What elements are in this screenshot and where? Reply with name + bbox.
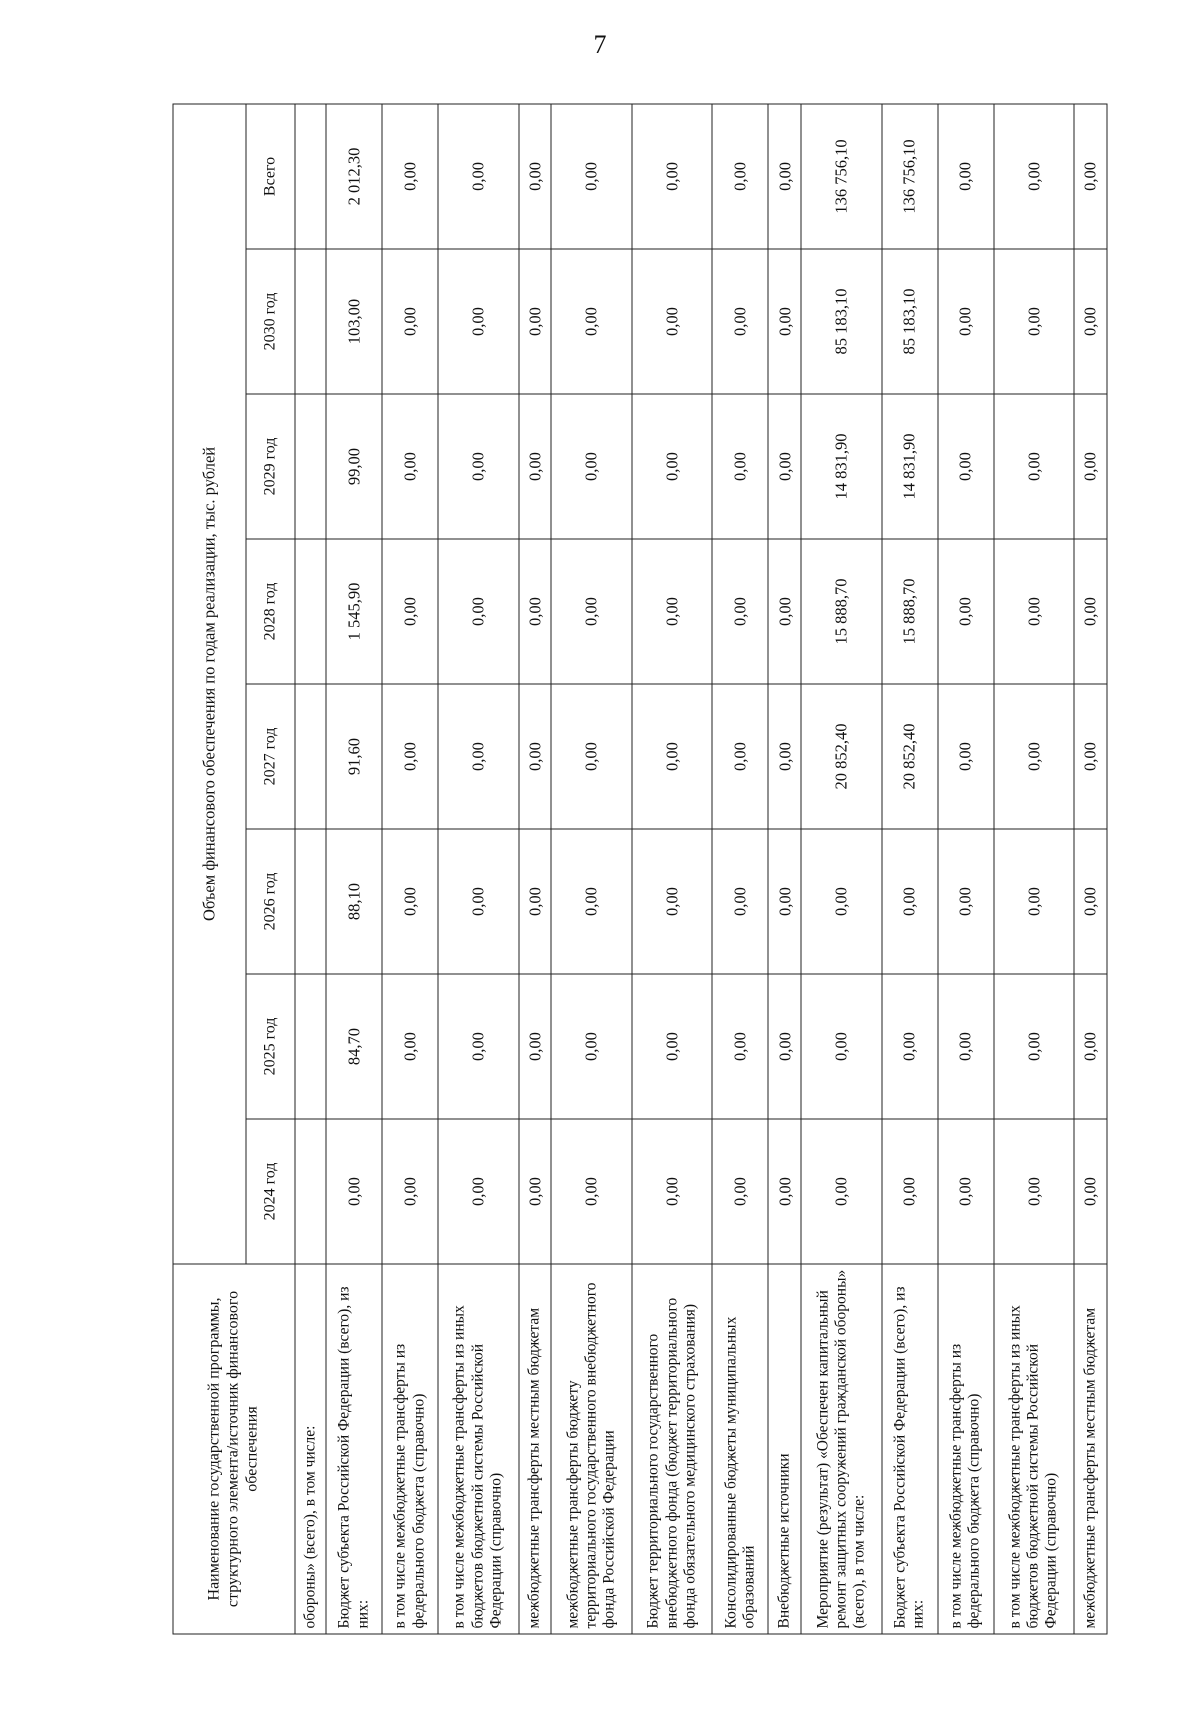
- value-cell: 0,00: [712, 829, 768, 974]
- value-cell: 0,00: [326, 1119, 382, 1264]
- value-cell: 88,10: [326, 829, 382, 974]
- value-cell: 0,00: [768, 684, 801, 829]
- value-cell: 0,00: [938, 974, 994, 1119]
- value-cell: 14 831,90: [801, 394, 881, 539]
- value-cell: 84,70: [326, 974, 382, 1119]
- value-cell: 0,00: [438, 249, 518, 394]
- value-cell: 0,00: [382, 1119, 438, 1264]
- table-row: [768, 104, 801, 1634]
- value-cell: 0,00: [938, 249, 994, 394]
- value-cell: 0,00: [382, 974, 438, 1119]
- value-cell: 0,00: [382, 829, 438, 974]
- value-cell: 85 183,10: [882, 249, 938, 394]
- value-cell: 0,00: [519, 684, 552, 829]
- value-cell: [295, 539, 326, 684]
- rotated-table-sheet: [173, 105, 1108, 1635]
- value-cell: [295, 829, 326, 974]
- row-label: в том числе межбюджетные трансферты из федерального бюджета (справочно): [938, 1264, 994, 1634]
- row-label: межбюджетные трансферты бюджету территориального государственного внебюджетного фонда Российской Федерации: [551, 1264, 631, 1634]
- value-cell: 0,00: [994, 1119, 1074, 1264]
- total-cell: [295, 104, 326, 249]
- table-row: [326, 104, 382, 1634]
- total-header: Всего: [246, 104, 295, 249]
- value-cell: 0,00: [994, 539, 1074, 684]
- row-label: межбюджетные трансферты местным бюджетам: [519, 1264, 552, 1634]
- year-header-2026: 2026 год: [246, 829, 295, 974]
- value-cell: 0,00: [768, 1119, 801, 1264]
- value-cell: 0,00: [994, 684, 1074, 829]
- table-row: [519, 104, 552, 1634]
- total-cell: 0,00: [632, 104, 712, 249]
- value-cell: 0,00: [438, 829, 518, 974]
- total-cell: 0,00: [519, 104, 552, 249]
- value-cell: 0,00: [632, 1119, 712, 1264]
- total-cell: 0,00: [994, 104, 1074, 249]
- total-cell: 136 756,10: [801, 104, 881, 249]
- value-cell: 0,00: [1074, 249, 1107, 394]
- value-cell: 0,00: [551, 1119, 631, 1264]
- value-cell: 0,00: [519, 394, 552, 539]
- row-label: межбюджетные трансферты местным бюджетам: [1074, 1264, 1107, 1634]
- total-cell: 0,00: [438, 104, 518, 249]
- value-cell: 1 545,90: [326, 539, 382, 684]
- table-row: [632, 104, 712, 1634]
- total-cell: 136 756,10: [882, 104, 938, 249]
- value-cell: 0,00: [438, 394, 518, 539]
- value-cell: 0,00: [632, 394, 712, 539]
- value-cell: 0,00: [438, 1119, 518, 1264]
- value-cell: 0,00: [801, 829, 881, 974]
- value-cell: 0,00: [994, 249, 1074, 394]
- table-row: [382, 104, 438, 1634]
- value-cell: 14 831,90: [882, 394, 938, 539]
- table-row: [712, 104, 768, 1634]
- total-cell: 0,00: [712, 104, 768, 249]
- value-cell: 0,00: [994, 974, 1074, 1119]
- value-cell: 0,00: [768, 249, 801, 394]
- value-cell: 0,00: [632, 974, 712, 1119]
- table-body: [295, 104, 1107, 1634]
- value-cell: 0,00: [519, 829, 552, 974]
- total-cell: 0,00: [382, 104, 438, 249]
- value-cell: 0,00: [551, 394, 631, 539]
- value-cell: 99,00: [326, 394, 382, 539]
- value-cell: 0,00: [994, 394, 1074, 539]
- value-cell: 20 852,40: [882, 684, 938, 829]
- value-cell: 0,00: [938, 539, 994, 684]
- table-row: [1074, 104, 1107, 1634]
- value-cell: 0,00: [1074, 394, 1107, 539]
- table-row: [938, 104, 994, 1634]
- value-cell: 0,00: [551, 974, 631, 1119]
- table-row: [882, 104, 938, 1634]
- total-cell: 0,00: [768, 104, 801, 249]
- value-cell: 0,00: [768, 829, 801, 974]
- value-cell: 0,00: [632, 829, 712, 974]
- funding-volume-header: Объем финансового обеспечения по годам реализации, тыс. рублей: [173, 104, 246, 1264]
- year-header-2027: 2027 год: [246, 684, 295, 829]
- value-cell: 0,00: [632, 539, 712, 684]
- value-cell: 0,00: [438, 974, 518, 1119]
- value-cell: 0,00: [551, 829, 631, 974]
- value-cell: 0,00: [519, 974, 552, 1119]
- value-cell: [295, 394, 326, 539]
- value-cell: 0,00: [1074, 974, 1107, 1119]
- value-cell: 0,00: [768, 539, 801, 684]
- year-header-2029: 2029 год: [246, 394, 295, 539]
- total-cell: 0,00: [938, 104, 994, 249]
- value-cell: 0,00: [438, 684, 518, 829]
- value-cell: 0,00: [994, 829, 1074, 974]
- value-cell: 0,00: [882, 829, 938, 974]
- row-label: Бюджет субъекта Российской Федерации (всего), из них:: [882, 1264, 938, 1634]
- value-cell: 0,00: [712, 394, 768, 539]
- value-cell: 0,00: [1074, 684, 1107, 829]
- value-cell: 0,00: [519, 539, 552, 684]
- year-header-2030: 2030 год: [246, 249, 295, 394]
- value-cell: 0,00: [882, 1119, 938, 1264]
- row-label: обороны» (всего), в том числе:: [295, 1264, 326, 1634]
- value-cell: 15 888,70: [882, 539, 938, 684]
- value-cell: 0,00: [938, 829, 994, 974]
- value-cell: 0,00: [382, 249, 438, 394]
- row-label: Внебюджетные источники: [768, 1264, 801, 1634]
- value-cell: 0,00: [1074, 539, 1107, 684]
- value-cell: 0,00: [768, 394, 801, 539]
- value-cell: 0,00: [382, 684, 438, 829]
- table-row: [295, 104, 326, 1634]
- page-number: 7: [593, 30, 607, 59]
- value-cell: 0,00: [519, 1119, 552, 1264]
- year-header-2025: 2025 год: [246, 974, 295, 1119]
- value-cell: [295, 684, 326, 829]
- value-cell: 0,00: [801, 974, 881, 1119]
- value-cell: 0,00: [938, 684, 994, 829]
- total-cell: 2 012,30: [326, 104, 382, 249]
- value-cell: 0,00: [712, 974, 768, 1119]
- value-cell: 0,00: [632, 249, 712, 394]
- year-header-2024: 2024 год: [246, 1119, 295, 1264]
- table-row: [994, 104, 1074, 1634]
- value-cell: 0,00: [1074, 829, 1107, 974]
- row-label: в том числе межбюджетные трансферты из федерального бюджета (справочно): [382, 1264, 438, 1634]
- table-row: [438, 104, 518, 1634]
- value-cell: 0,00: [712, 539, 768, 684]
- value-cell: 0,00: [938, 1119, 994, 1264]
- value-cell: 0,00: [632, 684, 712, 829]
- value-cell: 0,00: [801, 1119, 881, 1264]
- value-cell: 85 183,10: [801, 249, 881, 394]
- value-cell: [295, 974, 326, 1119]
- value-cell: [295, 249, 326, 394]
- total-cell: 0,00: [551, 104, 631, 249]
- row-label: Бюджет территориального государственного внебюджетного фонда (бюджет территориального фонда обязательного медицинского страхования): [632, 1264, 712, 1634]
- value-cell: 91,60: [326, 684, 382, 829]
- row-label: в том числе межбюджетные трансферты из иных бюджетов бюджетной системы Российской Федерации (справочно): [438, 1264, 518, 1634]
- value-cell: 0,00: [712, 1119, 768, 1264]
- value-cell: 0,00: [712, 684, 768, 829]
- value-cell: 0,00: [551, 249, 631, 394]
- row-label: Консолидированные бюджеты муниципальных образований: [712, 1264, 768, 1634]
- value-cell: [295, 1119, 326, 1264]
- value-cell: 0,00: [768, 974, 801, 1119]
- value-cell: 103,00: [326, 249, 382, 394]
- value-cell: 0,00: [551, 684, 631, 829]
- total-cell: 0,00: [1074, 104, 1107, 249]
- value-cell: 0,00: [382, 539, 438, 684]
- value-cell: 0,00: [938, 394, 994, 539]
- value-cell: 0,00: [382, 394, 438, 539]
- value-cell: 15 888,70: [801, 539, 881, 684]
- value-cell: 0,00: [438, 539, 518, 684]
- value-cell: 0,00: [882, 974, 938, 1119]
- value-cell: 0,00: [1074, 1119, 1107, 1264]
- value-cell: 0,00: [519, 249, 552, 394]
- year-header-2028: 2028 год: [246, 539, 295, 684]
- row-label: Мероприятие (результат) «Обеспечен капитальный ремонт защитных сооружений гражданской обороны» (всего), в том числе:: [801, 1264, 881, 1634]
- value-cell: 0,00: [712, 249, 768, 394]
- value-cell: 0,00: [551, 539, 631, 684]
- table-row: [551, 104, 631, 1634]
- row-label: в том числе межбюджетные трансферты из иных бюджетов бюджетной системы Российской Федерации (справочно): [994, 1264, 1074, 1634]
- name-column-header: Наименование государственной программы, структурного элемента/источник финансового обеспечения: [173, 1264, 295, 1634]
- row-label: Бюджет субъекта Российской Федерации (всего), из них:: [326, 1264, 382, 1634]
- budget-table: [173, 103, 1108, 1634]
- table-row: [801, 104, 881, 1634]
- value-cell: 20 852,40: [801, 684, 881, 829]
